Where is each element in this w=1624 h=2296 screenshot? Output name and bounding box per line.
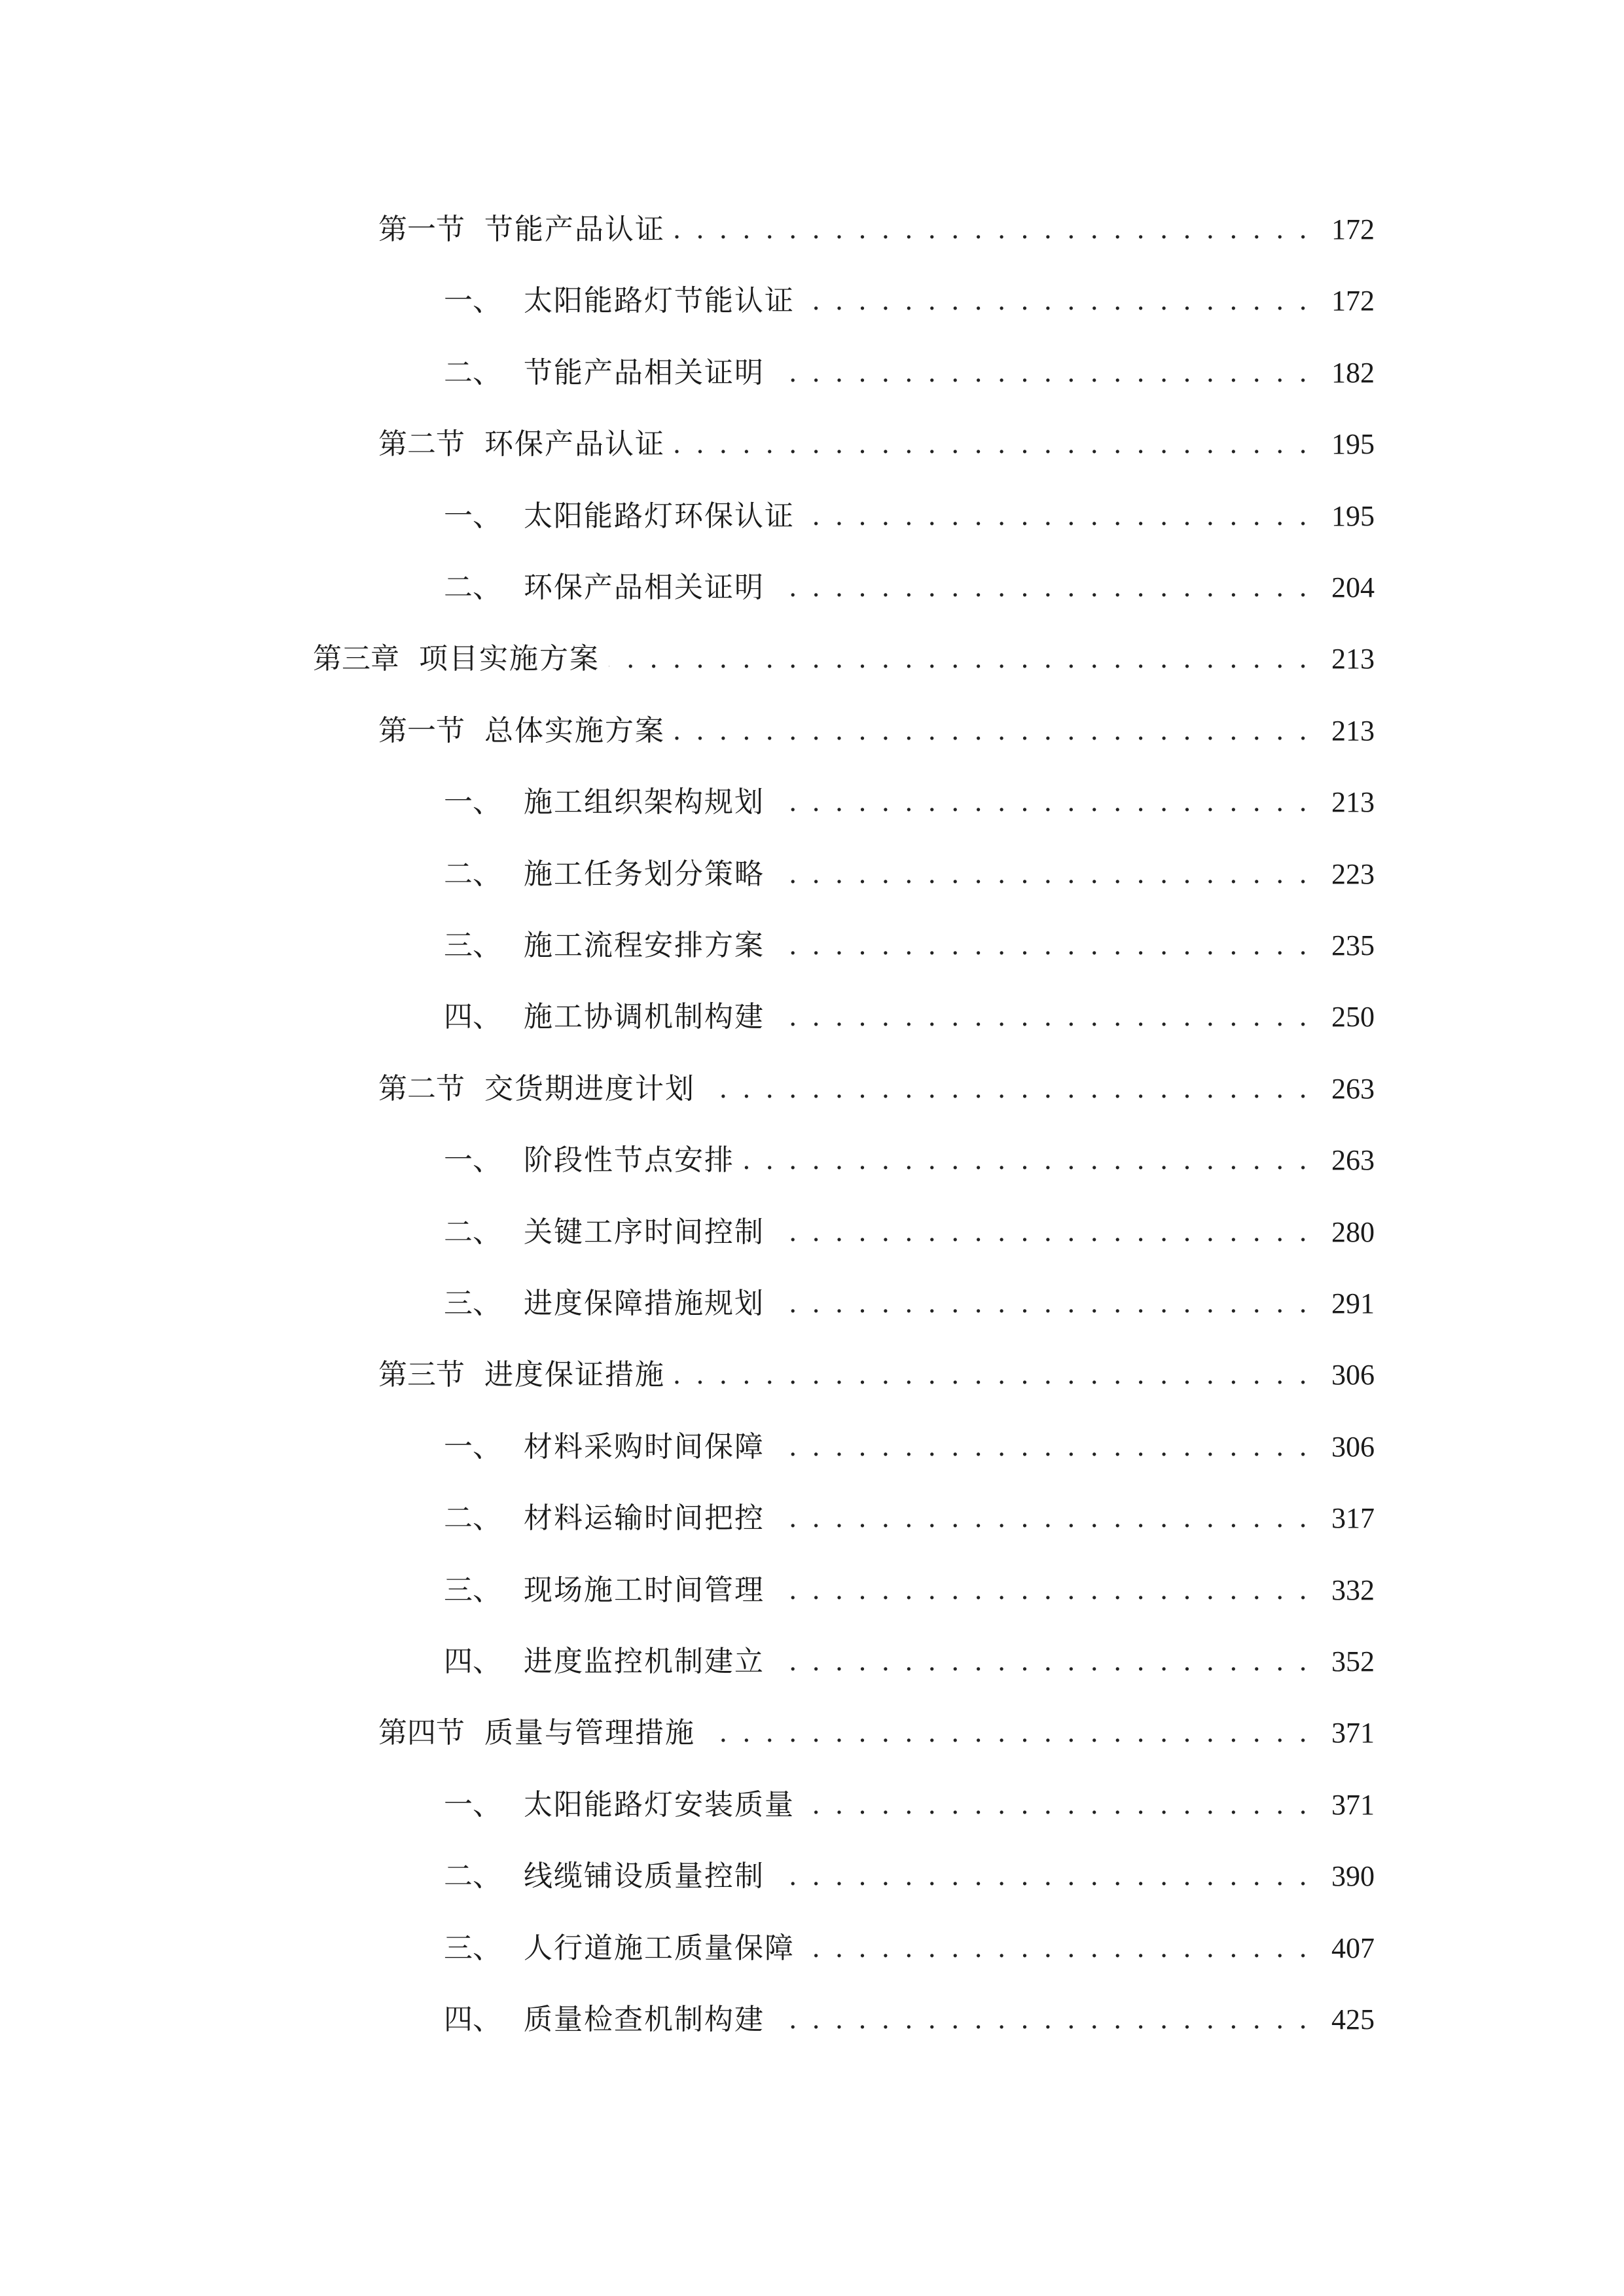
toc-dot-leader — [804, 487, 1310, 546]
toc-entry-page-number: 263 — [1331, 1072, 1375, 1105]
toc-entry-title: 总体实施方案 — [484, 713, 665, 747]
toc-entry[interactable] — [444, 487, 1375, 546]
toc-dot-leader — [674, 415, 1310, 474]
toc-entry-number: 二、 — [444, 571, 501, 604]
toc-entry[interactable] — [378, 415, 1375, 474]
toc-entry[interactable] — [444, 1990, 1375, 2049]
toc-dot-leader — [774, 988, 1310, 1047]
toc-entry-page-number: 317 — [1331, 1502, 1375, 1535]
toc-entry[interactable] — [444, 1418, 1375, 1477]
toc-entry-title: 施工组织架构规划 — [524, 785, 765, 819]
toc-entry[interactable] — [444, 558, 1375, 617]
toc-entry-page-number: 182 — [1331, 356, 1375, 389]
toc-dot-leader — [674, 200, 1310, 259]
toc-entry-number: 一、 — [444, 785, 501, 819]
toc-entry-number: 二、 — [444, 355, 501, 389]
toc-entry-title: 施工任务划分策略 — [524, 857, 765, 891]
toc-dot-leader — [774, 916, 1310, 975]
toc-entry-title: 太阳能路灯环保认证 — [524, 499, 795, 533]
toc-entry-title: 质量检查机制构建 — [524, 2003, 765, 2036]
toc-entry[interactable] — [378, 702, 1375, 761]
toc-entry-number: 三、 — [444, 1287, 501, 1320]
toc-dot-leader — [774, 558, 1310, 617]
toc-entry[interactable] — [378, 1060, 1375, 1119]
toc-entry-page-number: 263 — [1331, 1144, 1375, 1177]
toc-entry-page-number: 280 — [1331, 1215, 1375, 1248]
toc-entry-page-number: 204 — [1331, 571, 1375, 603]
toc-entry-title: 环保产品认证 — [484, 427, 665, 461]
toc-entry-number: 四、 — [444, 1000, 501, 1034]
toc-dot-leader — [674, 702, 1310, 761]
toc-entry-title: 关键工序时间控制 — [524, 1215, 765, 1249]
toc-entry[interactable] — [444, 1847, 1375, 1906]
toc-entry-page-number: 172 — [1331, 213, 1375, 245]
toc-dot-leader — [774, 1561, 1310, 1620]
toc-entry-title: 交货期进度计划 — [484, 1071, 695, 1105]
toc-dot-leader — [744, 1131, 1310, 1190]
toc-entry-title: 环保产品相关证明 — [524, 571, 765, 604]
toc-entry-page-number: 235 — [1331, 929, 1375, 961]
toc-entry-title: 进度保证措施 — [484, 1358, 665, 1392]
toc-entry-number: 四、 — [444, 1645, 501, 1678]
toc-entry[interactable] — [313, 630, 1375, 689]
toc-entry-number: 第四节 — [378, 1716, 465, 1750]
toc-entry[interactable] — [444, 1776, 1375, 1835]
toc-entry-title: 施工流程安排方案 — [524, 929, 765, 962]
toc-entry-number: 第二节 — [378, 1071, 465, 1105]
toc-entry[interactable] — [444, 344, 1375, 403]
toc-entry-number: 第一节 — [378, 713, 465, 747]
toc-dot-leader — [774, 845, 1310, 904]
toc-entry-number: 一、 — [444, 1429, 501, 1463]
toc-dot-leader — [774, 1990, 1310, 2049]
toc-entry[interactable] — [444, 916, 1375, 975]
toc-entry-title: 材料采购时间保障 — [524, 1429, 765, 1463]
toc-entry-number: 二、 — [444, 1859, 501, 1893]
toc-entry-title: 项目实施方案 — [419, 642, 600, 676]
toc-entry-number: 二、 — [444, 857, 501, 891]
toc-entry[interactable] — [444, 1919, 1375, 1978]
toc-entry-page-number: 213 — [1331, 714, 1375, 747]
toc-entry-page-number: 407 — [1331, 1931, 1375, 1964]
toc-entry-page-number: 213 — [1331, 643, 1375, 675]
toc-entry-page-number: 195 — [1331, 428, 1375, 461]
toc-entry-page-number: 425 — [1331, 2003, 1375, 2036]
toc-entry-page-number: 352 — [1331, 1645, 1375, 1677]
toc-entry[interactable] — [444, 1489, 1375, 1548]
toc-entry-title: 阶段性节点安排 — [524, 1143, 734, 1177]
toc-dot-leader — [774, 1489, 1310, 1548]
toc-entry-number: 第三节 — [378, 1358, 465, 1392]
toc-entry[interactable] — [444, 1203, 1375, 1262]
toc-entry-number: 四、 — [444, 2003, 501, 2036]
toc-entry-number: 一、 — [444, 1143, 501, 1177]
toc-dot-leader — [674, 1346, 1310, 1405]
toc-entry-number: 第二节 — [378, 427, 465, 461]
toc-entry-page-number: 306 — [1331, 1430, 1375, 1463]
toc-entry-page-number: 195 — [1331, 499, 1375, 532]
toc-dot-leader — [774, 1203, 1310, 1262]
toc-entry-title: 质量与管理措施 — [484, 1716, 695, 1750]
toc-entry-number: 第三章 — [313, 642, 399, 676]
toc-entry-number: 二、 — [444, 1215, 501, 1249]
toc-entry-title: 节能产品相关证明 — [524, 355, 765, 389]
toc-dot-leader — [774, 1847, 1310, 1906]
toc-entry-number: 第一节 — [378, 213, 465, 246]
toc-entry-page-number: 332 — [1331, 1573, 1375, 1606]
toc-dot-leader — [774, 344, 1310, 403]
toc-entry-title: 现场施工时间管理 — [524, 1573, 765, 1607]
toc-entry-number: 一、 — [444, 1787, 501, 1821]
toc-entry-number: 一、 — [444, 284, 501, 318]
toc-entry-page-number: 291 — [1331, 1287, 1375, 1319]
toc-dot-leader — [704, 1704, 1310, 1763]
toc-entry[interactable] — [378, 1704, 1375, 1763]
toc-dot-leader — [609, 630, 1310, 689]
toc-entry-title: 太阳能路灯节能认证 — [524, 284, 795, 318]
toc-dot-leader — [774, 773, 1310, 832]
toc-entry-number: 三、 — [444, 1931, 501, 1965]
toc-entry[interactable] — [378, 1346, 1375, 1405]
toc-dot-leader — [804, 1919, 1310, 1978]
toc-entry-page-number: 306 — [1331, 1359, 1375, 1391]
toc-entry-page-number: 371 — [1331, 1788, 1375, 1821]
toc-entry-number: 三、 — [444, 929, 501, 962]
toc-entry-title: 线缆铺设质量控制 — [524, 1859, 765, 1893]
toc-entry[interactable] — [378, 200, 1375, 259]
toc-entry-page-number: 371 — [1331, 1717, 1375, 1749]
toc-entry-number: 二、 — [444, 1501, 501, 1535]
toc-entry-title: 进度监控机制建立 — [524, 1645, 765, 1678]
toc-entry-title: 节能产品认证 — [484, 213, 665, 246]
toc-entry-title: 施工协调机制构建 — [524, 1000, 765, 1034]
toc-dot-leader — [774, 1418, 1310, 1477]
toc-entry-page-number: 213 — [1331, 786, 1375, 819]
toc-entry-page-number: 172 — [1331, 285, 1375, 317]
toc-entry[interactable] — [444, 272, 1375, 331]
toc-entry-page-number: 250 — [1331, 1001, 1375, 1033]
toc-entry[interactable] — [444, 1632, 1375, 1691]
toc-dot-leader — [804, 1776, 1310, 1835]
toc-entry-number: 三、 — [444, 1573, 501, 1607]
toc-dot-leader — [774, 1274, 1310, 1333]
toc-dot-leader — [804, 272, 1310, 331]
toc-entry-page-number: 390 — [1331, 1860, 1375, 1893]
toc-entry[interactable] — [444, 773, 1375, 832]
toc-entry[interactable] — [444, 1561, 1375, 1620]
toc-entry-number: 一、 — [444, 499, 501, 533]
toc-entry-title: 太阳能路灯安装质量 — [524, 1787, 795, 1821]
toc-entry-title: 人行道施工质量保障 — [524, 1931, 795, 1965]
toc-entry-title: 材料运输时间把控 — [524, 1501, 765, 1535]
toc-entry[interactable] — [444, 1274, 1375, 1333]
toc-entry[interactable] — [444, 845, 1375, 904]
toc-entry[interactable] — [444, 988, 1375, 1047]
toc-entry[interactable] — [444, 1131, 1375, 1190]
toc-dot-leader — [774, 1632, 1310, 1691]
toc-entry-title: 进度保障措施规划 — [524, 1287, 765, 1320]
toc-entry-page-number: 223 — [1331, 857, 1375, 890]
toc-dot-leader — [704, 1060, 1310, 1119]
